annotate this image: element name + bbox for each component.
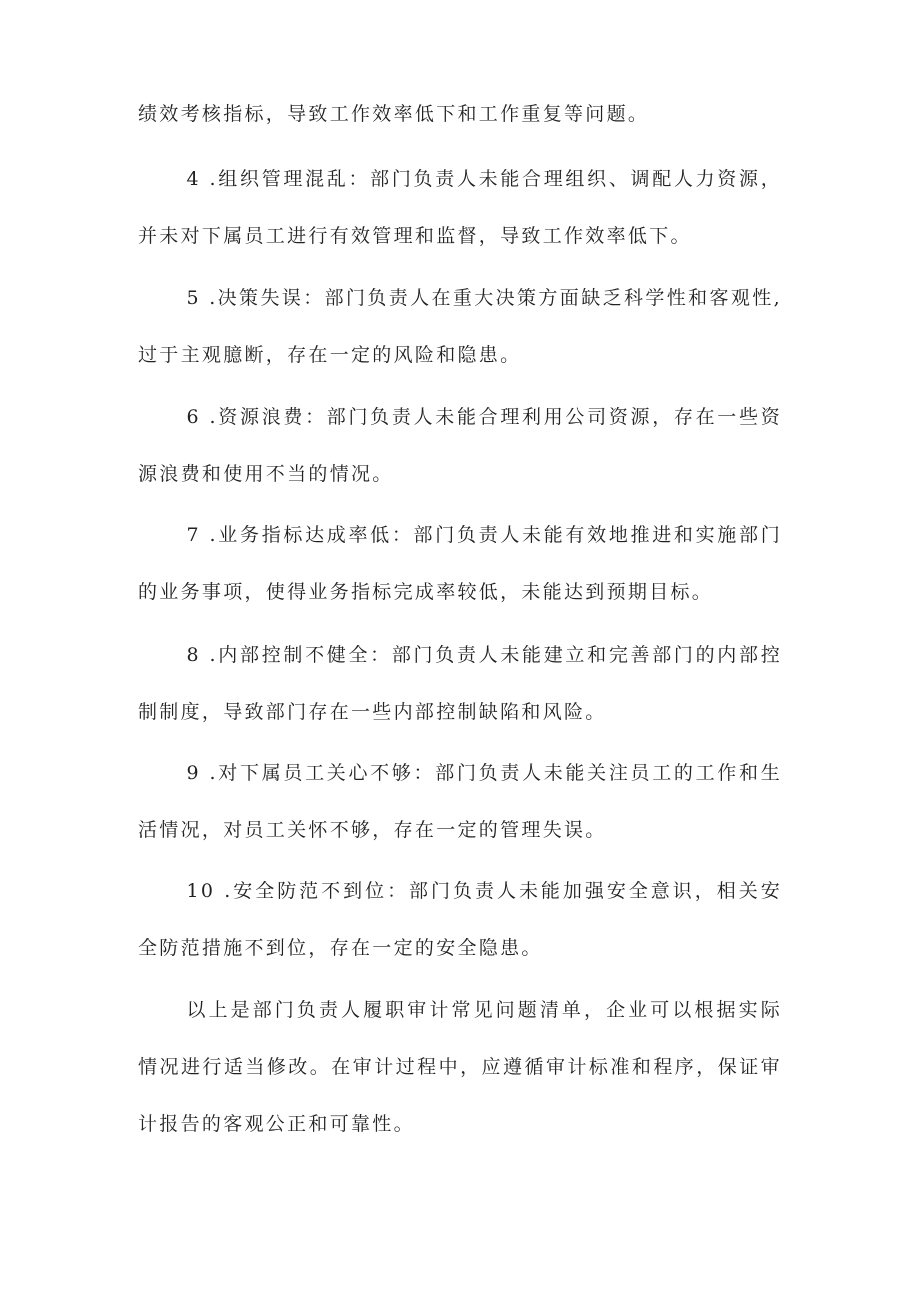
paragraph-item-5: 5 .决策失误：部门负责人在重大决策方面缺乏科学性和客观性,过于主观臆断，存在一定的风险和隐患。 <box>138 287 782 366</box>
paragraph-item-4: 4 .组织管理混乱：部门负责人未能合理组织、调配人力资源，并未对下属员工进行有效管理和监督，导致工作效率低下。 <box>138 168 782 247</box>
paragraph-item-7: 7 .业务指标达成率低：部门负责人未能有效地推进和实施部门的业务事项，使得业务指标完成率较低，未能达到预期目标。 <box>138 524 782 603</box>
paragraph-item-8: 8 .内部控制不健全：部门负责人未能建立和完善部门的内部控制制度，导致部门存在一些内部控制缺陷和风险。 <box>138 644 782 723</box>
paragraph-continuation: 绩效考核指标，导致工作效率低下和工作重复等问题。 <box>138 103 650 125</box>
paragraph-item-9: 9 .对下属员工关心不够：部门负责人未能关注员工的工作和生活情况，对员工关怀不够，存在一定的管理失误。 <box>138 762 782 841</box>
paragraph-conclusion: 以上是部门负责人履职审计常见问题清单，企业可以根据实际情况进行适当修改。在审计过程中，应遵循审计标准和程序，保证审计报告的客观公正和可靠性。 <box>138 999 782 1135</box>
paragraph-item-6: 6 .资源浪费：部门负责人未能合理利用公司资源，存在一些资源浪费和使用不当的情况。 <box>138 406 782 485</box>
paragraph-item-10: 10 .安全防范不到位：部门负责人未能加强安全意识，相关安全防范措施不到位，存在一定的安全隐患。 <box>138 880 782 959</box>
